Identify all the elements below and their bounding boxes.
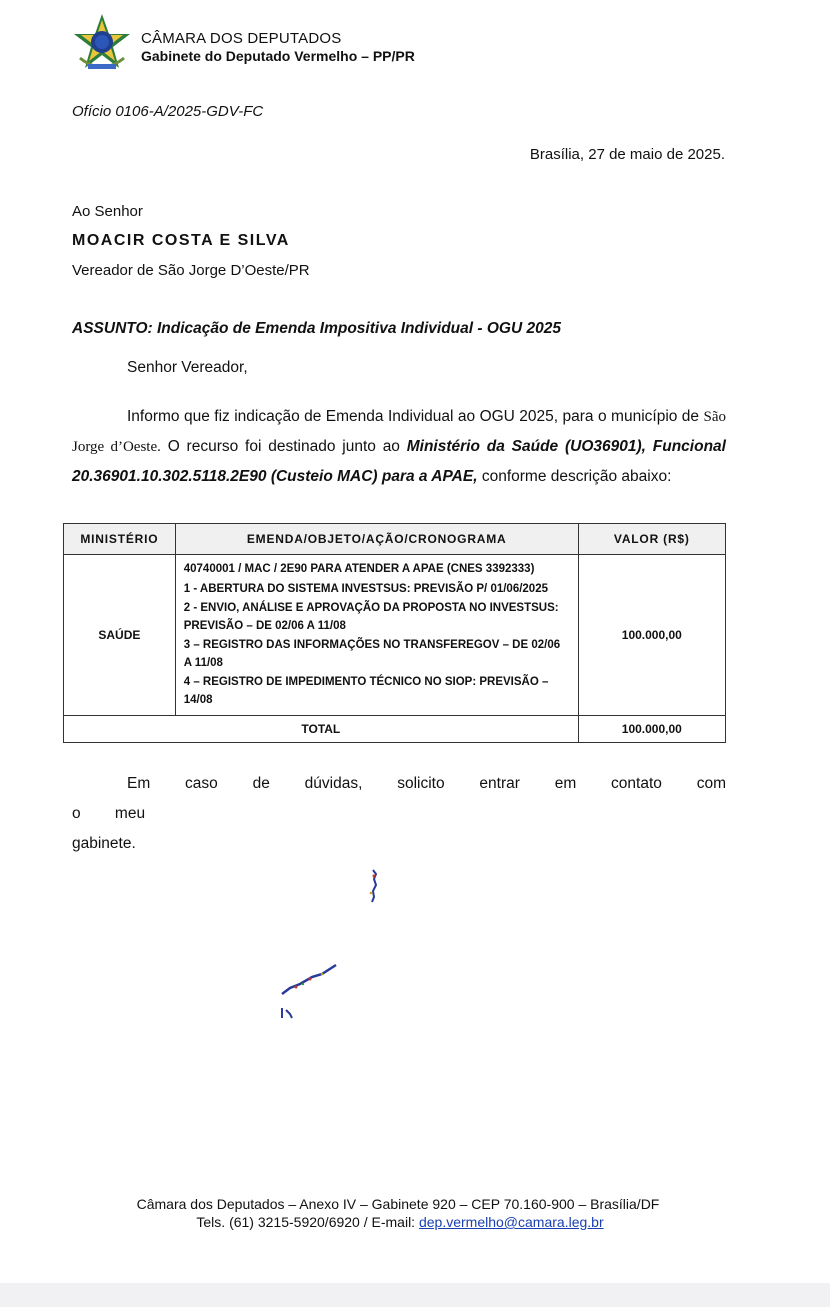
addressee-role: Vereador de São Jorge D’Oeste/PR [72,262,310,279]
amendment-item: 4 – REGISTRO DE IMPEDIMENTO TÉCNICO NO SIOP: PREVISÃO – 14/08 [183,676,549,706]
addressee-name: MOACIR COSTA E SILVA [72,232,290,249]
body-text-3: conforme descrição abaixo: [481,468,672,485]
closing-paragraph [72,769,726,859]
signature-mark [270,860,390,1030]
body-paragraph [72,402,726,492]
amendment-item: 2 - ENVIO, ANÁLISE E APROVAÇÃO DA PROPOSTA NO INVESTSUS: PREVISÃO – DE 02/06 A 11/08 [183,602,559,632]
subject-line: ASSUNTO: Indicação de Emenda Impositiva Individual - OGU 2025 [72,320,561,337]
footer-address: Câmara dos Deputados – Anexo IV – Gabinete 920 – CEP 70.160-900 – Brasília/DF [136,1196,660,1212]
office-name: Gabinete do Deputado Vermelho – PP/PR [141,48,415,64]
amendment-item: 1 - ABERTURA DO SISTEMA INVESTSUS: PREVISÃO P/ 01/06/2025 [183,582,548,595]
document-date: Brasília, 27 de maio de 2025. [529,146,725,163]
amendment-item: 40740001 / MAC / 2E90 PARA ATENDER A APAE (CNES 3392333) [183,563,535,575]
header-value: VALOR (R$) [578,524,725,555]
closing-line-1: Em caso de dúvidas, solicito entrar em contato com o meu [72,775,726,822]
amendment-item: 3 – REGISTRO DAS INFORMAÇÕES NO TRANSFEREGOV – DE 02/06 A 11/08 [183,639,561,669]
institution-name: CÂMARA DOS DEPUTADOS [141,30,342,47]
total-value: 100.000,00 [578,716,725,743]
coat-of-arms-logo [70,12,134,76]
amendment-table [63,523,726,743]
document-reference: Ofício 0106-A/2025-GDV-FC [72,103,264,120]
closing-line-2: gabinete. [72,835,136,852]
footer-phones: Tels. (61) 3215-5920/6920 / E-mail: [196,1214,416,1230]
footer-email-link[interactable]: dep.vermelho@camara.leg.br [418,1214,604,1230]
footer-contact [0,1214,800,1230]
body-text-1: Informo que fiz indicação de Emenda Individual ao OGU 2025, para o município de [127,408,700,425]
ministry-cell: SAÚDE [64,555,176,716]
table-row [64,555,726,716]
total-label: TOTAL [64,716,579,743]
bottom-bar [0,1283,830,1307]
greeting: Senhor Vereador, [127,359,248,376]
addressee-salutation: Ao Senhor [72,203,143,220]
total-row [64,716,726,743]
municipality-name: São Jorge d’Oeste. [72,409,726,455]
header-ministry: MINISTÉRIO [64,524,176,555]
value-cell: 100.000,00 [578,555,725,716]
header-amendment: EMENDA/OBJETO/AÇÃO/CRONOGRAMA [175,524,578,555]
body-text-2: O recurso foi destinado junto ao [167,438,400,455]
amendment-items-cell [175,555,578,716]
body-highlight: Ministério da Saúde (UO36901), Funcional 20.36901.10.302.5118.2E90 (Custeio MAC) para a APAE, [72,438,726,485]
table-header-row [64,524,726,555]
